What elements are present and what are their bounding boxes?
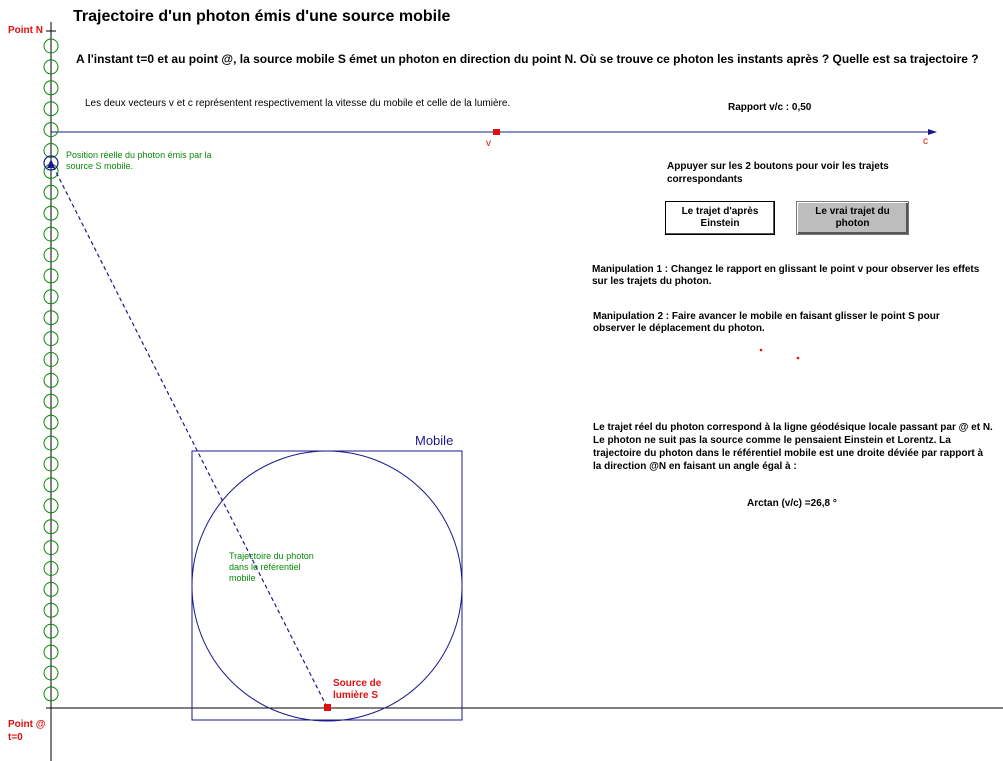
point-n-label: Point N: [8, 25, 43, 36]
v-axis-label: v: [486, 138, 491, 149]
true-path-button[interactable]: Le vrai trajet du photon: [796, 201, 909, 235]
t0-label: t=0: [8, 732, 23, 743]
source-label-line1: Source de: [333, 678, 382, 689]
geodesic-explanation: Le trajet réel du photon correspond à la ligne géodésique locale passant par @ et N. Le photon ne suit pas la source comme le pensaient Einstein et Lorentz. La trajectoire du photon dans le référentiel mobile est une droite déviée par rapport à la direction @N en faisant un angle égal à :: [593, 422, 993, 472]
einstein-path-button[interactable]: Le trajet d'après Einstein: [665, 201, 775, 235]
trajectory-label: Trajectoire du photon dans le référentiel mobile: [229, 551, 314, 583]
source-label-line2: lumière S: [333, 690, 379, 701]
manipulation-2-text: Manipulation 2 : Faire avancer le mobile en faisant glisser le point S pour observer le déplacement du photon.: [593, 311, 940, 334]
c-arrowhead: [928, 129, 937, 135]
red-dot-2: [797, 357, 800, 360]
mobile-label: Mobile: [415, 433, 454, 448]
c-axis-label: c: [923, 136, 928, 147]
v-point-handle[interactable]: [493, 129, 500, 135]
photon-position-label: Position réelle du photon émis par la source S mobile.: [66, 150, 212, 171]
source-s-handle[interactable]: [324, 704, 331, 711]
red-dot-1: [760, 349, 763, 352]
photon-trajectory-line: [53, 166, 327, 707]
question-text: A l'instant t=0 et au point @, la source mobile S émet un photon en direction du point N. Où se trouve ce photon les instants après ? Quelle est sa trajectoire ?: [76, 52, 979, 66]
page-title: Trajectoire d'un photon émis d'une source mobile: [73, 8, 451, 25]
point-at-label: Point @: [8, 719, 46, 730]
vectors-note: Les deux vecteurs v et c représentent respectivement la vitesse du mobile et celle de la lumière.: [85, 98, 511, 109]
manipulation-1-text: Manipulation 1 : Changez le rapport en glissant le point v pour observer les effets sur les trajets du photon.: [592, 264, 980, 287]
ratio-readout: Rapport v/c : 0,50: [728, 102, 812, 113]
button-instruction: Appuyer sur les 2 boutons pour voir les trajets correspondants: [667, 161, 889, 185]
mobile-circle: [192, 451, 462, 721]
mobile-frame: [192, 451, 462, 720]
arctan-readout: Arctan (v/c) =26,8 °: [747, 498, 837, 509]
